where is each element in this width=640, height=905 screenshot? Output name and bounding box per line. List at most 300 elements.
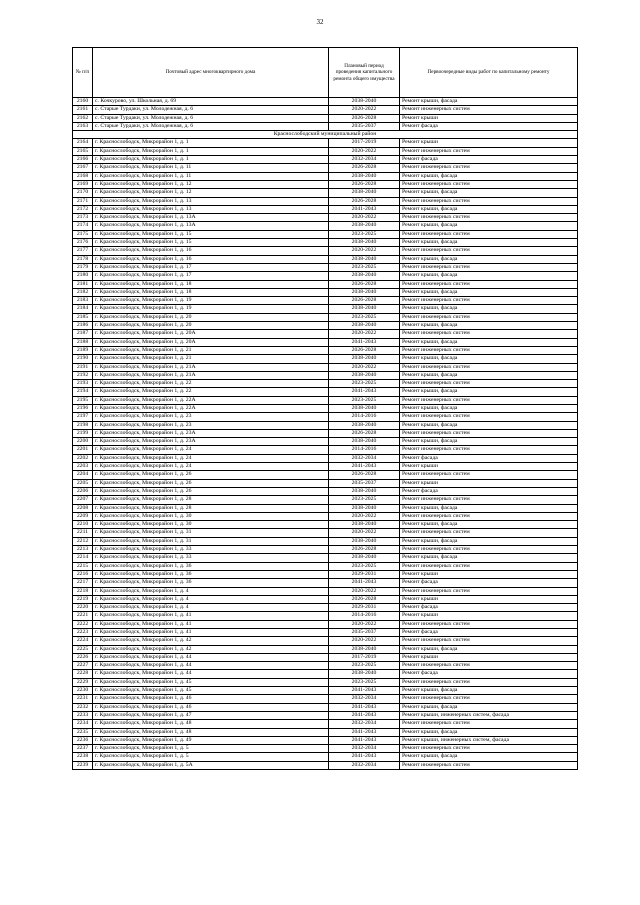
row-works: Ремонт инженерных систем	[400, 106, 578, 114]
row-number: 2228	[73, 670, 93, 678]
row-works: Ремонт инженерных систем	[400, 678, 578, 686]
table-row	[73, 537, 578, 545]
table-row	[73, 487, 578, 495]
table-row	[73, 106, 578, 114]
row-number: 2204	[73, 471, 93, 479]
row-address: г. Краснослободск, Микрорайон 1, д. 30	[93, 512, 329, 520]
row-period: 2020-2022	[329, 512, 400, 520]
table-row	[73, 645, 578, 653]
table-row	[73, 604, 578, 612]
row-works: Ремонт инженерных систем	[400, 637, 578, 645]
row-works: Ремонт инженерных систем	[400, 280, 578, 288]
row-period: 2020-2022	[329, 330, 400, 338]
row-works: Ремонт фасада	[400, 454, 578, 462]
row-works: Ремонт крыши, фасада	[400, 98, 578, 106]
table-row	[73, 620, 578, 628]
row-address: г. Краснослободск, Микрорайон 1, д. 44	[93, 662, 329, 670]
row-period: 2041-2043	[329, 579, 400, 587]
row-address: г. Краснослободск, Микрорайон 1, д. 23А	[93, 438, 329, 446]
row-number: 2210	[73, 521, 93, 529]
row-period: 2017-2019	[329, 653, 400, 661]
table-row	[73, 288, 578, 296]
table-row	[73, 280, 578, 288]
row-address: г. Краснослободск, Микрорайон 1, д. 12	[93, 180, 329, 188]
row-address: г. Краснослободск, Микрорайон 1, д. 24	[93, 463, 329, 471]
row-address: г. Краснослободск, Микрорайон 1, д. 16	[93, 247, 329, 255]
row-works: Ремонт крыши, фасада	[400, 421, 578, 429]
row-number: 2193	[73, 380, 93, 388]
row-address: г. Краснослободск, Микрорайон 1, д. 4	[93, 595, 329, 603]
row-works: Ремонт инженерных систем	[400, 429, 578, 437]
row-works: Ремонт фасада	[400, 629, 578, 637]
row-period: 2038-2040	[329, 554, 400, 562]
row-works: Ремонт инженерных систем	[400, 330, 578, 338]
row-period: 2041-2043	[329, 205, 400, 213]
row-period: 2035-2037	[329, 629, 400, 637]
row-works: Ремонт инженерных систем	[400, 297, 578, 305]
row-period: 2023-2025	[329, 263, 400, 271]
row-period: 2038-2040	[329, 487, 400, 495]
row-works: Ремонт инженерных систем	[400, 363, 578, 371]
row-address: г. Краснослободск, Микрорайон 1, д. 23	[93, 413, 329, 421]
table-row	[73, 421, 578, 429]
row-number: 2169	[73, 180, 93, 188]
row-period: 2026-2028	[329, 297, 400, 305]
header-number: № п/п	[73, 48, 93, 98]
row-period: 2026-2028	[329, 114, 400, 122]
table-row	[73, 330, 578, 338]
row-address: г. Краснослободск, Микрорайон 1, д. 5	[93, 745, 329, 753]
row-works: Ремонт фасада	[400, 122, 578, 130]
row-number: 2229	[73, 678, 93, 686]
row-number: 2235	[73, 728, 93, 736]
row-address: г. Краснослободск, Микрорайон 1, д. 44	[93, 653, 329, 661]
row-address: г. Краснослободск, Микрорайон 1, д. 1	[93, 147, 329, 155]
row-number: 2225	[73, 645, 93, 653]
row-works: Ремонт инженерных систем	[400, 197, 578, 205]
row-number: 2190	[73, 355, 93, 363]
row-number: 2177	[73, 247, 93, 255]
row-works: Ремонт инженерных систем	[400, 247, 578, 255]
row-number: 2197	[73, 413, 93, 421]
row-period: 2041-2043	[329, 338, 400, 346]
table-row	[73, 695, 578, 703]
row-period: 2020-2022	[329, 529, 400, 537]
table-row	[73, 496, 578, 504]
row-works: Ремонт крыши, фасада	[400, 753, 578, 761]
row-period: 2038-2040	[329, 421, 400, 429]
row-address: г. Краснослободск, Микрорайон 1, д. 24	[93, 454, 329, 462]
table-row	[73, 438, 578, 446]
table-body	[73, 98, 578, 770]
row-works: Ремонт крыши, фасада	[400, 205, 578, 213]
row-works: Ремонт инженерных систем	[400, 512, 578, 520]
table-row	[73, 554, 578, 562]
row-number: 2212	[73, 537, 93, 545]
row-number: 2198	[73, 421, 93, 429]
table-row	[73, 139, 578, 147]
row-number: 2161	[73, 106, 93, 114]
row-address: г. Краснослободск, Микрорайон 1, д. 11	[93, 164, 329, 172]
capital-repair-table	[72, 47, 578, 770]
header-address: Почтовый адрес многоквартирного дома	[93, 48, 329, 98]
row-works: Ремонт крыши, фасада	[400, 537, 578, 545]
row-works: Ремонт крыши, инженерных систем, фасада	[400, 711, 578, 719]
row-address: с. Кочкурово, ул. Школьная, д. 69	[93, 98, 329, 106]
row-address: г. Краснослободск, Микрорайон 1, д. 31	[93, 537, 329, 545]
table-row	[73, 678, 578, 686]
row-number: 2160	[73, 98, 93, 106]
row-address: г. Краснослободск, Микрорайон 1, д. 13	[93, 197, 329, 205]
row-period: 2041-2043	[329, 463, 400, 471]
row-number: 2192	[73, 371, 93, 379]
table-row	[73, 670, 578, 678]
row-works: Ремонт инженерных систем	[400, 695, 578, 703]
row-period: 2020-2022	[329, 106, 400, 114]
row-address: г. Краснослободск, Микрорайон 1, д. 18	[93, 288, 329, 296]
row-period: 2026-2028	[329, 429, 400, 437]
row-works: Ремонт фасада	[400, 604, 578, 612]
row-number: 2232	[73, 703, 93, 711]
row-address: г. Краснослободск, Микрорайон 1, д. 26	[93, 479, 329, 487]
row-period: 2020-2022	[329, 214, 400, 222]
row-number: 2175	[73, 230, 93, 238]
row-period: 2041-2043	[329, 728, 400, 736]
row-period: 2035-2037	[329, 122, 400, 130]
row-number: 2189	[73, 346, 93, 354]
row-works: Ремонт крыши, фасада	[400, 645, 578, 653]
row-number: 2183	[73, 297, 93, 305]
row-number: 2165	[73, 147, 93, 155]
table-row	[73, 446, 578, 454]
row-address: г. Краснослободск, Микрорайон 1, д. 13А	[93, 214, 329, 222]
row-period: 2038-2040	[329, 189, 400, 197]
table-row	[73, 595, 578, 603]
row-period: 2020-2022	[329, 147, 400, 155]
page-number: 32	[316, 18, 324, 26]
row-number: 2217	[73, 579, 93, 587]
row-address: г. Краснослободск, Микрорайон 1, д. 19	[93, 297, 329, 305]
row-number: 2172	[73, 205, 93, 213]
row-address: г. Краснослободск, Микрорайон 1, д. 33	[93, 546, 329, 554]
row-works: Ремонт крыши, фасада	[400, 222, 578, 230]
row-address: г. Краснослободск, Микрорайон 1, д. 41	[93, 629, 329, 637]
row-period: 2038-2040	[329, 255, 400, 263]
table-row	[73, 114, 578, 122]
row-address: г. Краснослободск, Микрорайон 1, д. 4	[93, 587, 329, 595]
table-row	[73, 230, 578, 238]
row-period: 2023-2025	[329, 496, 400, 504]
table-row	[73, 512, 578, 520]
row-address: г. Краснослободск, Микрорайон 1, д. 15	[93, 239, 329, 247]
table-row	[73, 703, 578, 711]
row-address: г. Краснослободск, Микрорайон 1, д. 4	[93, 604, 329, 612]
row-address: г. Краснослободск, Микрорайон 1, д. 22	[93, 380, 329, 388]
table-row	[73, 479, 578, 487]
row-number: 2179	[73, 263, 93, 271]
row-works: Ремонт крыши, фасада	[400, 687, 578, 695]
table-row	[73, 753, 578, 761]
row-number: 2226	[73, 653, 93, 661]
row-number: 2222	[73, 620, 93, 628]
row-works: Ремонт инженерных систем	[400, 761, 578, 769]
table-row	[73, 562, 578, 570]
row-number: 2163	[73, 122, 93, 130]
row-works: Ремонт инженерных систем	[400, 214, 578, 222]
row-works: Ремонт крыши, фасада	[400, 255, 578, 263]
row-works: Ремонт инженерных систем	[400, 662, 578, 670]
row-number: 2171	[73, 197, 93, 205]
row-address: г. Краснослободск, Микрорайон 1, д. 22	[93, 388, 329, 396]
table-row	[73, 156, 578, 164]
table-row	[73, 570, 578, 578]
row-number: 2176	[73, 239, 93, 247]
row-number: 2238	[73, 753, 93, 761]
table-row	[73, 214, 578, 222]
table-row	[73, 728, 578, 736]
row-period: 2020-2022	[329, 363, 400, 371]
row-period: 2038-2040	[329, 222, 400, 230]
table-row	[73, 272, 578, 280]
header-planned-period: Плановый период проведения капитального ремонта общего имущества	[329, 48, 400, 98]
row-period: 2041-2043	[329, 736, 400, 744]
row-works: Ремонт инженерных систем	[400, 529, 578, 537]
row-number: 2202	[73, 454, 93, 462]
row-number: 2180	[73, 272, 93, 280]
row-number: 2209	[73, 512, 93, 520]
row-number: 2185	[73, 313, 93, 321]
table-row	[73, 164, 578, 172]
row-period: 2023-2025	[329, 662, 400, 670]
row-works: Ремонт фасада	[400, 579, 578, 587]
row-period: 2038-2040	[329, 537, 400, 545]
table-row	[73, 305, 578, 313]
row-period: 2041-2043	[329, 703, 400, 711]
row-period: 2038-2040	[329, 404, 400, 412]
row-works: Ремонт инженерных систем	[400, 230, 578, 238]
row-works: Ремонт крыши, фасада	[400, 371, 578, 379]
row-number: 2203	[73, 463, 93, 471]
table-row	[73, 255, 578, 263]
row-period: 2041-2043	[329, 711, 400, 719]
row-period: 2026-2028	[329, 546, 400, 554]
row-address: г. Краснослободск, Микрорайон 1, д. 45	[93, 687, 329, 695]
row-address: г. Краснослободск, Микрорайон 1, д. 26	[93, 471, 329, 479]
header-priority-works: Первоочередные виды работ по капитальному ремонту	[400, 48, 578, 98]
row-address: г. Краснослободск, Микрорайон 1, д. 36	[93, 562, 329, 570]
row-period: 2038-2040	[329, 322, 400, 330]
row-address: г. Краснослободск, Микрорайон 1, д. 41	[93, 620, 329, 628]
table-row	[73, 98, 578, 106]
row-period: 2026-2028	[329, 595, 400, 603]
row-number: 2184	[73, 305, 93, 313]
row-address: г. Краснослободск, Микрорайон 1, д. 15	[93, 230, 329, 238]
row-period: 2038-2040	[329, 670, 400, 678]
row-works: Ремонт фасада	[400, 156, 578, 164]
row-address: г. Краснослободск, Микрорайон 1, д. 5	[93, 753, 329, 761]
row-number: 2170	[73, 189, 93, 197]
row-works: Ремонт инженерных систем	[400, 147, 578, 155]
row-period: 2038-2040	[329, 98, 400, 106]
row-period: 2023-2025	[329, 678, 400, 686]
row-address: г. Краснослободск, Микрорайон 1, д. 23А	[93, 429, 329, 437]
table-row	[73, 147, 578, 155]
table-row	[73, 371, 578, 379]
row-period: 2038-2040	[329, 288, 400, 296]
row-period: 2017-2019	[329, 139, 400, 147]
row-address: г. Краснослободск, Микрорайон 1, д. 46	[93, 703, 329, 711]
row-period: 2023-2025	[329, 562, 400, 570]
row-period: 2038-2040	[329, 355, 400, 363]
row-number: 2182	[73, 288, 93, 296]
row-works: Ремонт инженерных систем	[400, 620, 578, 628]
row-address: с. Старые Турдаки, ул. Молодежная, д. 6	[93, 106, 329, 114]
table-row	[73, 322, 578, 330]
row-address: г. Краснослободск, Микрорайон 1, д. 12	[93, 189, 329, 197]
row-address: г. Краснослободск, Микрорайон 1, д. 20А	[93, 330, 329, 338]
table-row	[73, 662, 578, 670]
row-number: 2195	[73, 396, 93, 404]
row-period: 2032-2034	[329, 695, 400, 703]
row-period: 2035-2037	[329, 479, 400, 487]
row-address: г. Краснослободск, Микрорайон 1, д. 46	[93, 695, 329, 703]
table-row	[73, 471, 578, 479]
row-period: 2026-2028	[329, 471, 400, 479]
row-period: 2038-2040	[329, 272, 400, 280]
table-row	[73, 637, 578, 645]
row-address: г. Краснослободск, Микрорайон 1, д. 33	[93, 554, 329, 562]
row-period: 2029-2031	[329, 570, 400, 578]
row-period: 2026-2028	[329, 180, 400, 188]
row-address: г. Краснослободск, Микрорайон 1, д. 1	[93, 139, 329, 147]
table-row	[73, 521, 578, 529]
row-address: г. Краснослободск, Микрорайон 1, д. 31	[93, 529, 329, 537]
row-number: 2219	[73, 595, 93, 603]
row-number: 2187	[73, 330, 93, 338]
row-works: Ремонт крыши, фасада	[400, 288, 578, 296]
table-row	[73, 380, 578, 388]
row-number: 2207	[73, 496, 93, 504]
district-name: Краснослободский муниципальный район	[73, 131, 578, 139]
table-row	[73, 222, 578, 230]
row-period: 2038-2040	[329, 645, 400, 653]
row-number: 2186	[73, 322, 93, 330]
row-works: Ремонт крыши	[400, 463, 578, 471]
row-address: г. Краснослободск, Микрорайон 1, д. 18	[93, 280, 329, 288]
row-period: 2023-2025	[329, 230, 400, 238]
row-works: Ремонт крыши	[400, 653, 578, 661]
table-row	[73, 247, 578, 255]
row-works: Ремонт инженерных систем	[400, 496, 578, 504]
row-period: 2023-2025	[329, 396, 400, 404]
row-period: 2014-2016	[329, 446, 400, 454]
row-period: 2038-2040	[329, 504, 400, 512]
table-row	[73, 579, 578, 587]
row-period: 2023-2025	[329, 380, 400, 388]
row-works: Ремонт крыши, фасада	[400, 172, 578, 180]
row-number: 2218	[73, 587, 93, 595]
row-address: г. Краснослободск, Микрорайон 1, д. 1	[93, 156, 329, 164]
row-works: Ремонт инженерных систем	[400, 263, 578, 271]
row-address: с. Старые Турдаки, ул. Молодежная, д. 6	[93, 122, 329, 130]
row-works: Ремонт крыши, фасада	[400, 404, 578, 412]
table-row	[73, 736, 578, 744]
row-address: г. Краснослободск, Микрорайон 1, д. 48	[93, 728, 329, 736]
row-address: г. Краснослободск, Микрорайон 1, д. 36	[93, 570, 329, 578]
table-row	[73, 363, 578, 371]
row-works: Ремонт инженерных систем	[400, 313, 578, 321]
table-row	[73, 504, 578, 512]
row-address: г. Краснослободск, Микрорайон 1, д. 49	[93, 736, 329, 744]
row-works: Ремонт инженерных систем	[400, 587, 578, 595]
row-address: г. Краснослободск, Микрорайон 1, д. 17	[93, 272, 329, 280]
row-address: г. Краснослободск, Микрорайон 1, д. 45	[93, 678, 329, 686]
table-row	[73, 263, 578, 271]
row-number: 2162	[73, 114, 93, 122]
row-number: 2221	[73, 612, 93, 620]
row-number: 2188	[73, 338, 93, 346]
row-address: г. Краснослободск, Микрорайон 1, д. 20	[93, 322, 329, 330]
row-works: Ремонт крыши, инженерных систем, фасада	[400, 736, 578, 744]
row-works: Ремонт инженерных систем	[400, 346, 578, 354]
row-number: 2206	[73, 487, 93, 495]
row-number: 2178	[73, 255, 93, 263]
table-row	[73, 761, 578, 769]
row-address: г. Краснослободск, Микрорайон 1, д. 21А	[93, 363, 329, 371]
row-address: г. Краснослободск, Микрорайон 1, д. 42	[93, 637, 329, 645]
table-row	[73, 346, 578, 354]
row-address: г. Краснослободск, Микрорайон 1, д. 13	[93, 205, 329, 213]
row-works: Ремонт крыши, фасада	[400, 521, 578, 529]
row-period: 2038-2040	[329, 521, 400, 529]
row-number: 2181	[73, 280, 93, 288]
row-works: Ремонт инженерных систем	[400, 745, 578, 753]
row-works: Ремонт крыши, фасада	[400, 239, 578, 247]
row-period: 2038-2040	[329, 371, 400, 379]
row-period: 2026-2028	[329, 346, 400, 354]
row-works: Ремонт инженерных систем	[400, 720, 578, 728]
row-works: Ремонт инженерных систем	[400, 180, 578, 188]
row-period: 2020-2022	[329, 620, 400, 628]
row-number: 2215	[73, 562, 93, 570]
row-works: Ремонт инженерных систем	[400, 562, 578, 570]
row-period: 2038-2040	[329, 239, 400, 247]
row-period: 2032-2034	[329, 745, 400, 753]
row-works: Ремонт инженерных систем	[400, 471, 578, 479]
table-row	[73, 388, 578, 396]
row-works: Ремонт инженерных систем	[400, 164, 578, 172]
row-number: 2223	[73, 629, 93, 637]
table-row	[73, 529, 578, 537]
row-period: 2020-2022	[329, 637, 400, 645]
table-row	[73, 189, 578, 197]
row-period: 2038-2040	[329, 438, 400, 446]
row-period: 2023-2025	[329, 313, 400, 321]
row-address: г. Краснослободск, Микрорайон 1, д. 30	[93, 521, 329, 529]
row-number: 2211	[73, 529, 93, 537]
row-address: г. Краснослободск, Микрорайон 1, д. 19	[93, 305, 329, 313]
table-row	[73, 404, 578, 412]
table-row	[73, 629, 578, 637]
table-row	[73, 239, 578, 247]
row-period: 2014-2016	[329, 413, 400, 421]
table-row	[73, 463, 578, 471]
row-period: 2038-2040	[329, 172, 400, 180]
row-address: г. Краснослободск, Микрорайон 1, д. 26	[93, 487, 329, 495]
row-period: 2041-2043	[329, 753, 400, 761]
table-row	[73, 297, 578, 305]
table-row	[73, 429, 578, 437]
